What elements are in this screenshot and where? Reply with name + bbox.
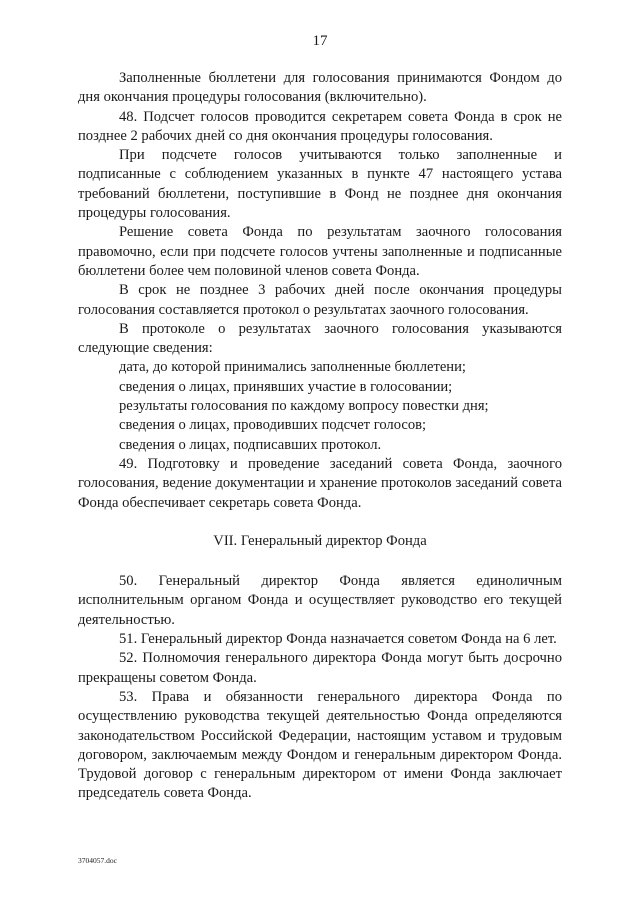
paragraph-49: 49. Подготовку и проведение заседаний совета Фонда, заочного голосования, ведение документации и хранение протоколов заседаний совета Фонда обеспечивает секретарь совета Фонда. [78,455,562,511]
paragraph-53: 53. Права и обязанности генерального директора Фонда по осуществлению руководства текущей деятельностью Фонда определяются законодательством Российской Федерации, настоящим уставом и трудовым договором, заключаемым между Фондом и генеральным директором Фонда. Трудовой договор с генеральным директором от имени Фонда заключает председатель совета Фонда. [78,688,562,802]
paragraph-50: 50. Генеральный директор Фонда является единоличным исполнительным органом Фонда и осуществляет руководство его текущей деятельностью. [78,573,562,628]
paragraph-decision-valid: Решение совета Фонда по результатам заочного голосования правомочно, если при подсчете голосов учтены заполненные и подписанные бюллетени более чем половиной членов совета Фонда. [78,224,562,279]
list-item: сведения о лицах, подписавших протокол. [119,436,382,453]
document-body [78,69,562,804]
list-item: дата, до которой принимались заполненные бюллетени; [119,359,466,376]
paragraph-48: 48. Подсчет голосов проводится секретарем совета Фонда в срок не позднее 2 рабочих дней со дня окончания процедуры голосования. [78,108,562,144]
list-item: сведения о лицах, проводивших подсчет голосов; [119,417,427,434]
paragraph-51: 51. Генеральный директор Фонда назначается советом Фонда на 6 лет. [119,631,557,648]
paragraph-52: 52. Полномочия генерального директора Фонда могут быть досрочно прекращены советом Фонда. [78,650,562,686]
footer-filename: 3704057.doc [78,856,117,865]
paragraph-vote-count: При подсчете голосов учитываются только заполненные и подписанные с соблюдением указанных в пункте 47 настоящего устава требований бюллетени, поступившие в Фонд не позднее дня окончания процедуры голосования. [78,147,562,222]
page-number: 17 [312,33,328,49]
section-title: VII. Генеральный директор Фонда [213,532,427,549]
list-item: сведения о лицах, принявших участие в голосовании; [119,378,453,395]
list-item: результаты голосования по каждому вопросу повестки дня; [119,398,489,415]
paragraph-protocol-contents: В протоколе о результатах заочного голосования указываются следующие сведения: [78,320,562,357]
paragraph-protocol-deadline: В срок не позднее 3 рабочих дней после окончания процедуры голосования составляется протокол о результатах заочного голосования. [78,282,562,318]
paragraph-ballots-accepted: Заполненные бюллетени для голосования принимаются Фондом до дня окончания процедуры голосования (включительно). [78,70,562,106]
